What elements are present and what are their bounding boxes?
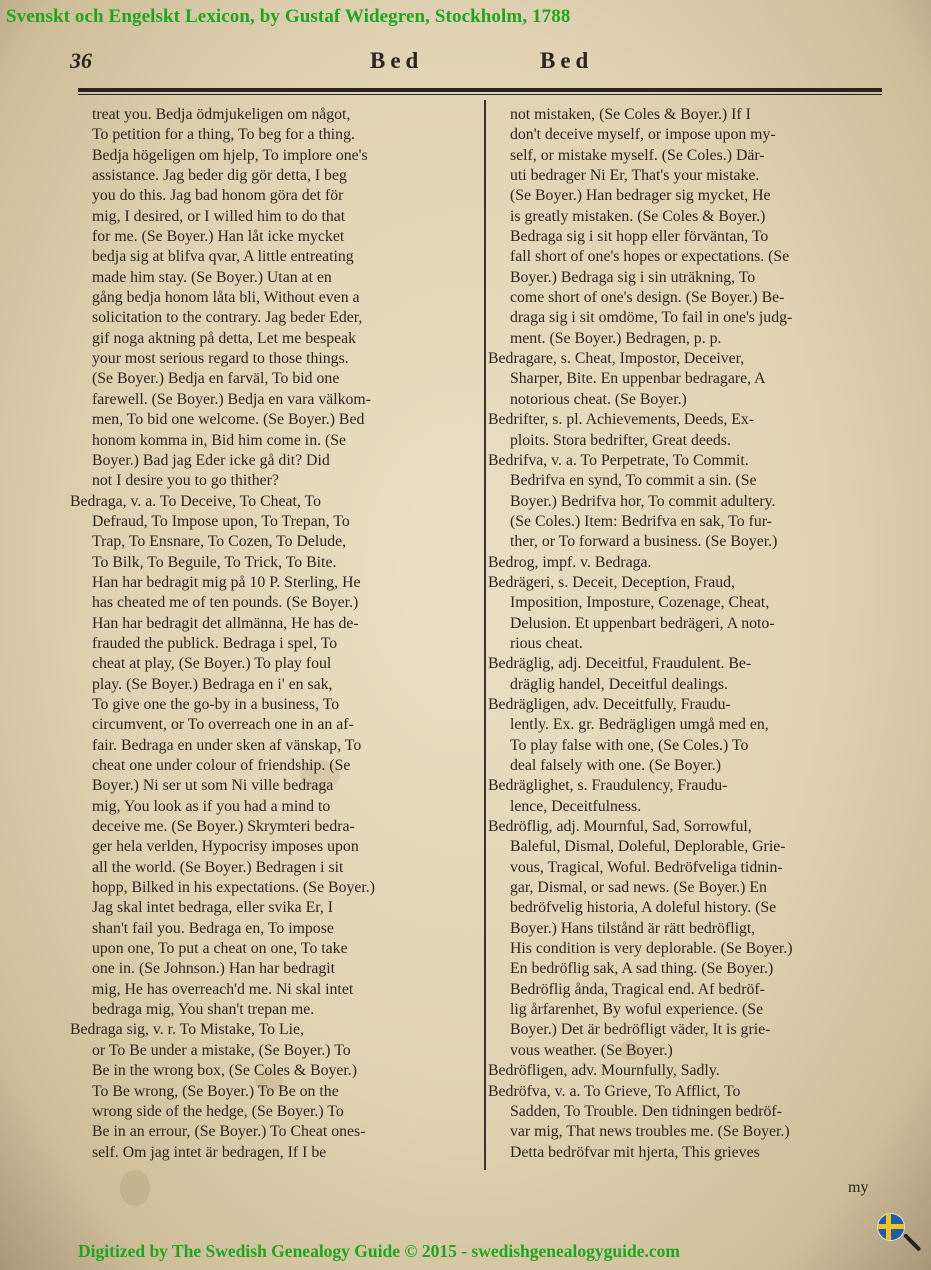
- text-line: gif noga aktning på detta, Let me bespeak: [92, 329, 357, 347]
- text-line: treat you. Bedja ödmjukeligen om något,: [92, 106, 351, 123]
- text-line: hopp, Bilked in his expectations. (Se Boyer.): [92, 879, 375, 897]
- header-rule-thin: [78, 94, 882, 95]
- text-line: (Se Boyer.) Bedja en farväl, To bid one: [92, 370, 340, 388]
- text-line: gar, Dismal, or sad news. (Se Boyer.) En: [510, 879, 767, 897]
- text-line: deceive me. (Se Boyer.) Skrymteri bedra-: [92, 818, 355, 836]
- text-line: Bedja högeligen om hjelp, To implore one's: [92, 146, 368, 164]
- text-line: Bedraga sig, v. r. To Mistake, To Lie,: [70, 1021, 304, 1039]
- catchword: my: [848, 1179, 869, 1196]
- text-line: wrong side of the hedge, (Se Boyer.) To: [92, 1102, 344, 1120]
- text-line: ger hela verlden, Hypocrisy imposes upon: [92, 838, 359, 856]
- text-line: Boyer.) Bedrifva hor, To commit adultery.: [510, 492, 776, 510]
- text-line: Sharper, Bite. En uppenbar bedragare, A: [510, 370, 766, 388]
- text-line: Imposition, Imposture, Cozenage, Cheat,: [510, 594, 770, 612]
- text-line: vous weather. (Se Boyer.): [510, 1041, 673, 1059]
- text-line: lence, Deceitfulness.: [510, 797, 642, 815]
- text-line: mig, You look as if you had a mind to: [92, 797, 331, 815]
- swedish-flag-magnifier-icon[interactable]: [878, 1214, 904, 1240]
- text-line: not I desire you to go thither?: [92, 472, 279, 490]
- text-line: Bedröfligen, adv. Mournfully, Sadly.: [488, 1062, 720, 1080]
- text-line: you do this. Jag bad honom göra det för: [92, 187, 344, 205]
- text-line: Boyer.) Bedraga sig i sin uträkning, To: [510, 268, 756, 286]
- text-line: honom komma in, Bid him come in. (Se: [92, 431, 347, 449]
- text-line: rious cheat.: [510, 634, 583, 652]
- text-line: or To Be under a mistake, (Se Boyer.) To: [92, 1041, 351, 1059]
- text-line: Trap, To Ensnare, To Cozen, To Delude,: [92, 533, 347, 551]
- text-line: His condition is very deplorable. (Se Boyer.): [510, 940, 793, 958]
- text-line: Boyer.) Bad jag Eder icke gå dit? Did: [92, 451, 330, 469]
- text-line: Boyer.) Hans tilstånd är rätt bedröfligt,: [510, 919, 756, 937]
- text-line: self, or mistake myself. (Se Coles.) Där-: [510, 146, 765, 164]
- text-line: draga sig i sit omdöme, To fail in one's judg-: [510, 309, 793, 327]
- text-line: bedraga mig, You shan't trepan me.: [92, 1001, 315, 1019]
- text-line: come short of one's design. (Se Boyer.) Be-: [510, 289, 785, 307]
- text-line: Be in the wrong box, (Se Coles & Boyer.): [92, 1062, 358, 1080]
- text-line: farewell. (Se Boyer.) Bedja en vara välkom-: [92, 390, 371, 408]
- text-line: ment. (Se Boyer.) Bedragen, p. p.: [510, 329, 722, 347]
- running-head-right: Bed: [540, 48, 594, 73]
- text-line: don't deceive myself, or impose upon my-: [510, 126, 776, 144]
- text-line: Bedraga, v. a. To Deceive, To Cheat, To: [70, 492, 321, 510]
- text-line: Bedrägeri, s. Deceit, Deception, Fraud,: [488, 573, 735, 591]
- text-line: ther, or To forward a business. (Se Boyer.): [510, 533, 778, 551]
- text-line: lig årfarenhet, By woful experience. (Se: [510, 1001, 764, 1019]
- text-line: Bedrog, impf. v. Bedraga.: [488, 553, 652, 571]
- text-line: cheat one under colour of friendship. (Se: [92, 757, 351, 774]
- text-line: solicitation to the contrary. Jag beder Eder,: [92, 309, 363, 327]
- text-line: frauded the publick. Bedraga i spel, To: [92, 634, 338, 652]
- text-line: Bedragare, s. Cheat, Impostor, Deceiver,: [488, 350, 745, 368]
- text-line: Bedräglig, adj. Deceitful, Fraudulent. Be-: [488, 655, 752, 673]
- text-line: En bedröflig sak, A sad thing. (Se Boyer.): [510, 960, 774, 978]
- text-line: Bedrifva, v. a. To Perpetrate, To Commit.: [488, 451, 749, 469]
- text-line: gång bedja honom låta bli, Without even a: [92, 289, 360, 307]
- text-line: Sadden, To Trouble. Den tidningen bedröf-: [510, 1102, 782, 1120]
- text-line: bedja sig at blifva qvar, A little entreating: [92, 248, 354, 266]
- text-line: vous, Tragical, Woful. Bedröfveliga tidnin-: [510, 858, 783, 876]
- text-line: To play false with one, (Se Coles.) To: [510, 736, 749, 754]
- text-line: Jag skal intet bedraga, eller svika Er, I: [92, 899, 334, 917]
- text-line: mig, He has overreach'd me. Ni skal intet: [92, 980, 354, 998]
- text-line: Bedräglighet, s. Fraudulency, Fraudu-: [488, 777, 728, 795]
- text-line: Delusion. Et uppenbart bedrägeri, A noto-: [510, 614, 775, 632]
- text-line: lently. Ex. gr. Bedrägligen umgå med en,: [510, 716, 769, 734]
- text-line: shan't fail you. Bedraga en, To impose: [92, 919, 334, 937]
- text-line: is greatly mistaken. (Se Coles & Boyer.): [510, 207, 766, 225]
- text-line: (Se Boyer.) Han bedrager sig mycket, He: [510, 187, 771, 205]
- running-head-left: Bed: [370, 48, 424, 73]
- text-line: for me. (Se Boyer.) Han låt icke mycket: [92, 228, 345, 246]
- text-line: not mistaken, (Se Coles & Boyer.) If I: [510, 106, 751, 123]
- text-line: To Be wrong, (Se Boyer.) To Be on the: [92, 1082, 339, 1100]
- source-caption: Svenskt och Engelskt Lexicon, by Gustaf Widegren, Stockholm, 1788: [6, 6, 571, 27]
- text-line: Bedrägligen, adv. Deceitfully, Fraudu-: [488, 695, 731, 713]
- text-line: Detta bedröfvar mit hjerta, This grieves: [510, 1143, 760, 1161]
- left-column: [70, 105, 470, 1163]
- text-line: notorious cheat. (Se Boyer.): [510, 390, 687, 408]
- text-line: your most serious regard to those things.: [92, 350, 349, 368]
- text-line: all the world. (Se Boyer.) Bedragen i sit: [92, 858, 344, 876]
- text-line: bedröfvelig historia, A doleful history. (Se: [510, 899, 777, 917]
- text-line: upon one, To put a cheat on one, To take: [92, 940, 348, 958]
- text-line: Bedröflig ånda, Tragical end. Af bedröf-: [510, 980, 765, 998]
- text-line: uti bedrager Ni Er, That's your mistake.: [510, 167, 760, 185]
- text-line: Baleful, Dismal, Doleful, Deplorable, Grie-: [510, 838, 786, 856]
- text-line: var mig, That news troubles me. (Se Boyer.): [510, 1123, 790, 1141]
- magnifier-handle-icon: [903, 1233, 921, 1251]
- paper-stain: [120, 1170, 150, 1206]
- text-line: fall short of one's hopes or expectations. (Se: [510, 248, 790, 266]
- text-line: play. (Se Boyer.) Bedraga en i' en sak,: [92, 675, 333, 693]
- text-line: Bedraga sig i sit hopp eller förväntan, To: [510, 228, 769, 246]
- right-column: [488, 105, 884, 1163]
- column-divider: [484, 100, 486, 1170]
- header-rule: [78, 88, 882, 92]
- text-line: Boyer.) Det är bedröfligt väder, It is grie-: [510, 1021, 771, 1039]
- text-line: Boyer.) Ni ser ut som Ni ville bedraga: [92, 777, 334, 795]
- text-line: To petition for a thing, To beg for a thing.: [92, 126, 355, 144]
- text-line: fair. Bedraga en under sken af vänskap, To: [92, 736, 362, 754]
- text-line: Bedrifter, s. pl. Achievements, Deeds, Ex-: [488, 411, 755, 429]
- text-line: men, To bid one welcome. (Se Boyer.) Bed: [92, 411, 365, 429]
- text-line: To Bilk, To Beguile, To Trick, To Bite.: [92, 553, 337, 571]
- text-line: ploits. Stora bedrifter, Great deeds.: [510, 431, 731, 449]
- text-line: one in. (Se Johnson.) Han har bedragit: [92, 960, 336, 978]
- text-line: has cheated me of ten pounds. (Se Boyer.): [92, 594, 359, 612]
- text-line: cheat at play, (Se Boyer.) To play foul: [92, 655, 332, 673]
- page-number: 36: [70, 48, 92, 73]
- text-line: dräglig handel, Deceitful dealings.: [510, 675, 729, 693]
- text-line: Defraud, To Impose upon, To Trepan, To: [92, 512, 350, 530]
- digitized-by-caption: Digitized by The Swedish Genealogy Guide © 2015 - swedishgenealogyguide.com: [78, 1241, 680, 1261]
- text-line: Bedrifva en synd, To commit a sin. (Se: [510, 472, 757, 490]
- text-line: Han har bedragit mig på 10 P. Sterling, He: [92, 573, 361, 591]
- text-line: Han har bedragit det allmänna, He has de-: [92, 614, 359, 632]
- text-line: self. Om jag intet är bedragen, If I be: [92, 1143, 327, 1161]
- text-line: (Se Coles.) Item: Bedrifva en sak, To fur-: [510, 512, 772, 530]
- text-line: Bedröflig, adj. Mournful, Sad, Sorrowful,: [488, 818, 752, 836]
- text-line: Be in an errour, (Se Boyer.) To Cheat ones-: [92, 1123, 366, 1141]
- text-line: assistance. Jag beder dig gör detta, I beg: [92, 167, 347, 185]
- text-line: mig, I desired, or I willed him to do that: [92, 207, 346, 225]
- text-line: Bedröfva, v. a. To Grieve, To Afflict, To: [488, 1082, 741, 1100]
- text-line: To give one the go-by in a business, To: [92, 695, 340, 713]
- text-line: deal falsely with one. (Se Boyer.): [510, 757, 722, 774]
- text-line: circumvent, or To overreach one in an af-: [92, 716, 354, 734]
- text-line: made him stay. (Se Boyer.) Utan at en: [92, 268, 332, 286]
